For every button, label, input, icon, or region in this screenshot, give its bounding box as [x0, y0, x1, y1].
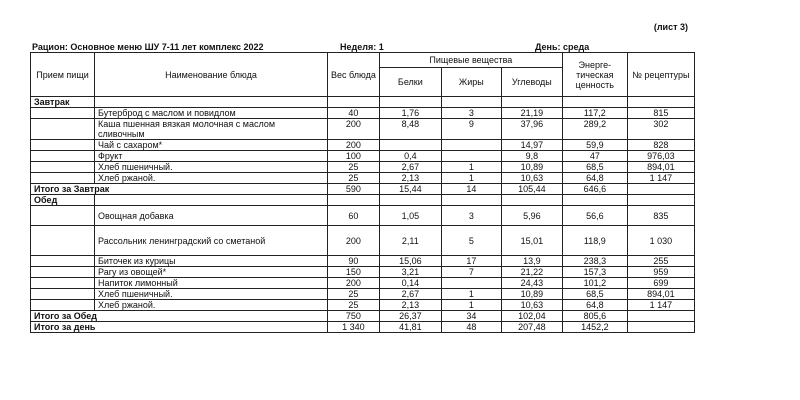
dish-recipe: 302	[627, 119, 694, 140]
dish-fat: 3	[441, 108, 501, 119]
lunch-total-row	[31, 311, 695, 322]
dish-fat: 7	[441, 267, 501, 278]
col-meal: Прием пищи	[31, 53, 95, 97]
dish-recipe: 1 147	[627, 173, 694, 184]
dish-energy: 68,5	[562, 162, 627, 173]
dish-energy: 238,3	[562, 256, 627, 267]
dish-name: Овощная добавка	[95, 206, 328, 226]
menu-table	[30, 52, 695, 333]
dish-weight: 90	[328, 256, 380, 267]
dish-fat: 1	[441, 162, 501, 173]
dish-recipe: 255	[627, 256, 694, 267]
table-row	[31, 278, 695, 289]
dish-carbs: 37,96	[501, 119, 562, 140]
dish-fat: 1	[441, 300, 501, 311]
sheet-label: (лист 3)	[653, 22, 688, 32]
dish-weight: 40	[328, 108, 380, 119]
total-recipe	[627, 311, 694, 322]
dish-carbs: 5,96	[501, 206, 562, 226]
dish-name: Чай с сахаром*	[95, 140, 328, 151]
dish-name: Хлеб пшеничный.	[95, 162, 328, 173]
dish-protein: 2,13	[379, 173, 441, 184]
dish-weight: 200	[328, 278, 380, 289]
dish-recipe: 1 147	[627, 300, 694, 311]
dish-recipe: 959	[627, 267, 694, 278]
dish-recipe: 894,01	[627, 289, 694, 300]
dish-protein	[379, 140, 441, 151]
total-label: Итого за Обед	[31, 311, 328, 322]
dish-name: Рагу из овощей*	[95, 267, 328, 278]
dish-name: Фрукт	[95, 151, 328, 162]
dish-energy: 47	[562, 151, 627, 162]
table-row	[31, 267, 695, 278]
table-row	[31, 173, 695, 184]
dish-energy: 118,9	[562, 226, 627, 256]
dish-fat: 1	[441, 289, 501, 300]
dish-fat	[441, 151, 501, 162]
dish-name: Бутерброд с маслом и повидлом	[95, 108, 328, 119]
dish-name: Хлеб ржаной.	[95, 173, 328, 184]
col-dish: Наименование блюда	[95, 53, 328, 97]
day-total-carbs: 207,48	[501, 322, 562, 333]
day-total-fat: 48	[441, 322, 501, 333]
dish-recipe: 815	[627, 108, 694, 119]
ration-title: Рацион: Основное меню ШУ 7-11 лет комплекс 2022	[32, 42, 264, 52]
total-carbs: 105,44	[501, 184, 562, 195]
day-total-energy: 1452,2	[562, 322, 627, 333]
total-energy: 646,6	[562, 184, 627, 195]
table-row	[31, 151, 695, 162]
total-protein: 26,37	[379, 311, 441, 322]
col-carbs: Углеводы	[501, 68, 562, 97]
col-weight: Вес блюда	[328, 53, 380, 97]
dish-energy: 68,5	[562, 289, 627, 300]
total-protein: 15,44	[379, 184, 441, 195]
dish-weight: 200	[328, 226, 380, 256]
dish-carbs: 15,01	[501, 226, 562, 256]
table-row	[31, 119, 695, 140]
col-protein: Белки	[379, 68, 441, 97]
dish-recipe: 835	[627, 206, 694, 226]
dish-weight: 100	[328, 151, 380, 162]
dish-energy: 59,9	[562, 140, 627, 151]
dish-recipe: 976,03	[627, 151, 694, 162]
dish-protein: 2,67	[379, 289, 441, 300]
total-recipe	[627, 184, 694, 195]
meal-breakfast: Завтрак	[31, 97, 95, 108]
table-row	[31, 162, 695, 173]
total-energy: 805,6	[562, 311, 627, 322]
dish-weight: 150	[328, 267, 380, 278]
table-row	[31, 300, 695, 311]
dish-weight: 25	[328, 162, 380, 173]
dish-protein: 0,4	[379, 151, 441, 162]
dish-weight: 200	[328, 140, 380, 151]
dish-weight: 200	[328, 119, 380, 140]
dish-energy: 64,8	[562, 173, 627, 184]
total-carbs: 102,04	[501, 311, 562, 322]
table-row	[31, 206, 695, 226]
dish-protein: 2,13	[379, 300, 441, 311]
col-energy: Энерге-тическая ценность	[562, 53, 627, 97]
dish-energy: 157,3	[562, 267, 627, 278]
dish-recipe: 699	[627, 278, 694, 289]
dish-name: Хлеб ржаной.	[95, 300, 328, 311]
day-total-row	[31, 322, 695, 333]
dish-recipe: 1 030	[627, 226, 694, 256]
total-weight: 750	[328, 311, 380, 322]
dish-fat: 17	[441, 256, 501, 267]
day-total-protein: 41,81	[379, 322, 441, 333]
day-total-weight: 1 340	[328, 322, 380, 333]
dish-protein: 2,11	[379, 226, 441, 256]
col-fat: Жиры	[441, 68, 501, 97]
dish-weight: 25	[328, 300, 380, 311]
col-nutrients: Пищевые вещества	[379, 53, 562, 68]
day-total-label: Итого за день	[31, 322, 328, 333]
total-weight: 590	[328, 184, 380, 195]
col-recipe: № рецептуры	[627, 53, 694, 97]
table-row	[31, 226, 695, 256]
day-total-recipe	[627, 322, 694, 333]
dish-carbs: 10,63	[501, 173, 562, 184]
dish-fat: 1	[441, 173, 501, 184]
dish-carbs: 13,9	[501, 256, 562, 267]
dish-fat	[441, 278, 501, 289]
dish-recipe: 894,01	[627, 162, 694, 173]
dish-energy: 117,2	[562, 108, 627, 119]
dish-energy: 101,2	[562, 278, 627, 289]
dish-fat	[441, 140, 501, 151]
dish-fat: 5	[441, 226, 501, 256]
dish-name: Каша пшенная вязкая молочная с маслом сливочным	[95, 119, 328, 140]
dish-name: Биточек из курицы	[95, 256, 328, 267]
dish-name: Хлеб пшеничный.	[95, 289, 328, 300]
dish-weight: 25	[328, 173, 380, 184]
dish-protein: 1,05	[379, 206, 441, 226]
dish-carbs: 14,97	[501, 140, 562, 151]
dish-carbs: 10,89	[501, 162, 562, 173]
dish-carbs: 21,19	[501, 108, 562, 119]
table-row	[31, 289, 695, 300]
dish-name: Напиток лимонный	[95, 278, 328, 289]
meal-lunch: Обед	[31, 195, 95, 206]
dish-energy: 289,2	[562, 119, 627, 140]
dish-protein: 2,67	[379, 162, 441, 173]
dish-carbs: 10,63	[501, 300, 562, 311]
dish-carbs: 9,8	[501, 151, 562, 162]
dish-energy: 56,6	[562, 206, 627, 226]
dish-protein: 15,06	[379, 256, 441, 267]
day-label: День: среда	[535, 42, 590, 52]
dish-carbs: 24,43	[501, 278, 562, 289]
dish-protein: 0,14	[379, 278, 441, 289]
dish-name: Рассольник ленинградский со сметаной	[95, 226, 328, 256]
dish-energy: 64,8	[562, 300, 627, 311]
dish-fat: 9	[441, 119, 501, 140]
total-fat: 14	[441, 184, 501, 195]
table-row	[31, 108, 695, 119]
dish-weight: 25	[328, 289, 380, 300]
dish-protein: 3,21	[379, 267, 441, 278]
dish-recipe: 828	[627, 140, 694, 151]
week-label: Неделя: 1	[340, 42, 384, 52]
dish-weight: 60	[328, 206, 380, 226]
dish-carbs: 21,22	[501, 267, 562, 278]
breakfast-total-row	[31, 184, 695, 195]
dish-fat: 3	[441, 206, 501, 226]
table-row	[31, 140, 695, 151]
total-fat: 34	[441, 311, 501, 322]
dish-carbs: 10,89	[501, 289, 562, 300]
table-row	[31, 256, 695, 267]
total-label: Итого за Завтрак	[31, 184, 328, 195]
dish-protein: 1,76	[379, 108, 441, 119]
dish-protein: 8,48	[379, 119, 441, 140]
